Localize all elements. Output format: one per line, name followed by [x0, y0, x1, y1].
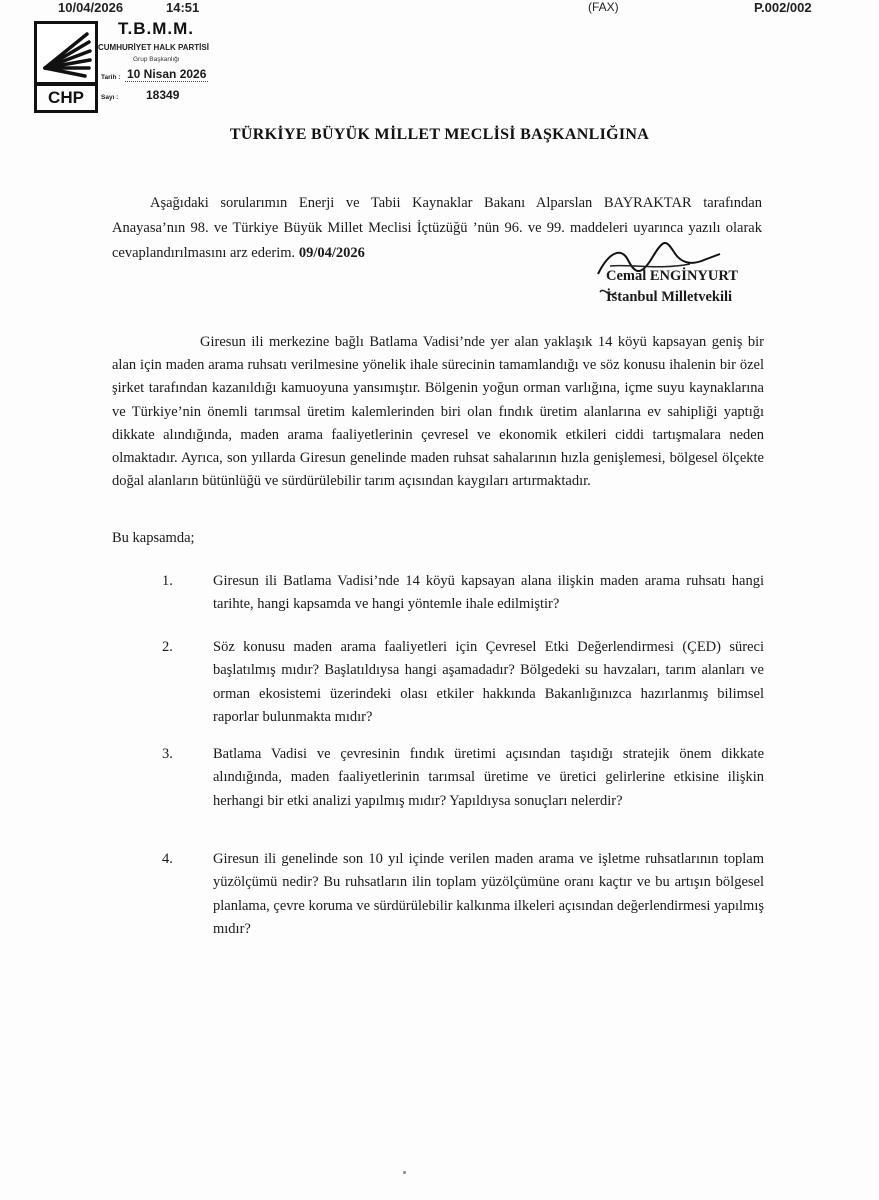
six-arrows-icon	[37, 24, 95, 82]
document-title: TÜRKİYE BÜYÜK MİLLET MECLİSİ BAŞKANLIĞINA	[229, 126, 650, 143]
party-name: CUMHURİYET HALK PARTİSİ	[98, 43, 209, 52]
scope-label: Bu kapsamda;	[112, 530, 195, 546]
question-number: 3.	[162, 746, 173, 762]
fax-tag: (FAX)	[588, 0, 619, 14]
fax-page-number: P.002/002	[754, 0, 812, 15]
body-paragraph: Giresun ili merkezine bağlı Batlama Vadisi’nde yer alan yaklaşık 14 köyü kapsayan geniş bir alan için maden arama ruhsatı verilmesine yönelik ihale sürecinin tamamlandığı ve söz konusu ihalenin bir özel şirket tarafından kazanıldığı kamuoyuna yansımıştır. Bölgenin yoğun orman varlığına, içme suyu kaynaklarına ve Türkiye’nin önemli tarımsal üretim kalemlerinden biri olan fındık üretim alanlarına ev sahipliği yaptığı dikkate alındığında, maden arama faaliyetlerinin çevresel ve ekonomik etkileri ciddi tartışmalara neden olmaktadır. Ayrıca, son yıllarda Giresun genelinde maden ruhsat sahalarının hızla genişlemesi, bölgesel ölçekte doğal alanların bütünlüğü ve sürdürülebilir tarım açısından kaygıları artırmaktadır.	[112, 334, 764, 490]
institution-name: T.B.M.M.	[118, 19, 194, 38]
signatory-name: Cemal ENGİNYURT	[606, 268, 739, 284]
letterhead	[30, 16, 230, 106]
question-number: 4.	[162, 851, 173, 867]
intro-date: 09/04/2026	[298, 245, 365, 261]
signatory-role: İstanbul Milletvekili	[606, 289, 733, 305]
date-label: Tarih :	[101, 74, 121, 81]
office-name: Grup Başkanlığı	[133, 56, 180, 63]
question-number: 1.	[162, 573, 173, 589]
question-text: Giresun ili genelinde son 10 yıl içinde verilen maden arama ve işletme ruhsatlarının toplam yüzölçümü nedir? Bu ruhsatların ilin toplam yüzölçümüne oranı kaçtır ve bu artışın bölgesel planlama, çevre koruma ve sürdürülebilir kalkınma ilkeleri açısından değerlendirmesi yapılmış mıdır?	[213, 851, 764, 937]
fax-date: 10/04/2026	[58, 0, 124, 15]
fax-time: 14:51	[166, 0, 200, 15]
number-value: 18349	[146, 88, 180, 102]
date-value: 10 Nisan 2026	[127, 67, 207, 81]
number-label: Sayı :	[101, 94, 119, 101]
question-text: Söz konusu maden arama faaliyetleri için Çevresel Etki Değerlendirmesi (ÇED) süreci başlatılmış mıdır? Başlatıldıysa hangi aşamadadır? Bölgedeki su havzaları, tarım alanları ve orman ekosistemi üzerindeki olası etkiler hakkında Bakanlığınızca hazırlanmış bilimsel raporlar bulunmakta mıdır?	[213, 639, 764, 725]
question-text: Batlama Vadisi ve çevresinin fındık üretimi açısından taşıdığı stratejik önem dikkate alındığında, maden faaliyetlerinin tarımsal üretime ve üretici gelirlerine etkisine ilişkin herhangi bir etki analizi yapılmış mıdır? Yapıldıysa sonuçları nelerdir?	[213, 746, 764, 809]
question-number: 2.	[162, 639, 173, 655]
scan-speck	[403, 1171, 406, 1174]
intro-text: Aşağıdaki sorularımın Enerji ve Tabii Kaynaklar Bakanı Alparslan BAYRAKTAR tarafından Anayasa’nın 98. ve Türkiye Büyük Millet Meclisi İçtüzüğü ’nün 96. ve 99. maddeleri uyarınca yazılı olarak cevaplandırılmasını arz ederim.	[112, 195, 762, 261]
chp-arrows-logo	[34, 21, 98, 85]
question-text: Giresun ili Batlama Vadisi’nde 14 köyü kapsayan alana ilişkin maden arama ruhsatı hangi tarihte, hangi kapsamda ve hangi yöntemle ihale edilmiştir?	[213, 573, 764, 613]
signature-block	[570, 230, 790, 320]
chp-logo-text: CHP	[34, 83, 98, 113]
